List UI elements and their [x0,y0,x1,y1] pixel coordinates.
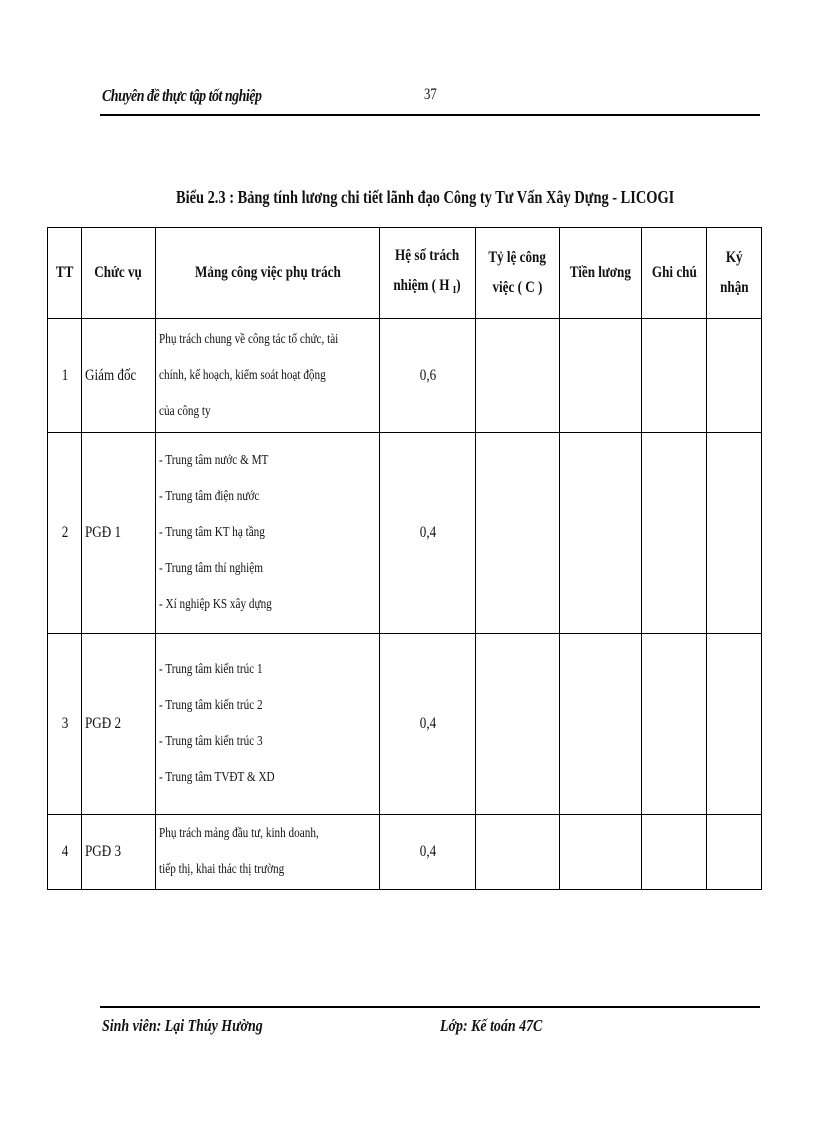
cell-work: - Trung tâm nước & MT - Trung tâm điện nước - Trung tâm KT hạ tầng - Trung tâm thí nghiệm - Xí nghiệp KS xây dựng [156,433,380,634]
cell-tt: 4 [48,815,82,890]
cell-ratio [476,319,560,433]
table-row [48,815,762,890]
cell-coefficient: 0,4 [380,815,476,890]
header-rule [100,114,760,116]
cell-coefficient: 0,4 [380,634,476,815]
table-header-row [48,228,762,319]
cell-position: PGĐ 3 [82,815,156,890]
header-work: Mảng công việc phụ trách [156,228,380,319]
cell-tt: 1 [48,319,82,433]
cell-sign [707,433,762,634]
footer-student: Sinh viên: Lại Thúy Hường [102,1016,263,1035]
header-note: Ghi chú [642,228,707,319]
cell-ratio [476,634,560,815]
cell-tt: 3 [48,634,82,815]
table-row [48,433,762,634]
header-ratio: Tỷ lệ công việc ( C ) [476,228,560,319]
document-title: Chuyên đề thực tập tốt nghiệp [102,86,262,105]
footer-class: Lớp: Kế toán 47C [440,1016,543,1035]
cell-sign [707,634,762,815]
cell-position: PGĐ 1 [82,433,156,634]
cell-work: - Trung tâm kiến trúc 1 - Trung tâm kiến trúc 2 - Trung tâm kiến trúc 3 - Trung tâm TVĐT & XD [156,634,380,815]
cell-note [642,433,707,634]
salary-table [47,227,762,890]
cell-salary [560,634,642,815]
cell-sign [707,815,762,890]
page-number: 37 [424,86,437,103]
cell-coefficient: 0,4 [380,433,476,634]
cell-salary [560,815,642,890]
table-caption: Biểu 2.3 : Bảng tính lương chi tiết lãnh đạo Công ty Tư Vấn Xây Dựng - LICOGI [176,187,675,207]
cell-position: Giám đốc [82,319,156,433]
footer-rule [100,1006,760,1008]
cell-coefficient: 0,6 [380,319,476,433]
cell-position: PGĐ 2 [82,634,156,815]
table-row [48,319,762,433]
cell-note [642,815,707,890]
cell-note [642,634,707,815]
cell-work: Phụ trách mảng đầu tư, kinh doanh, tiếp thị, khai thác thị trường [156,815,380,890]
table-row [48,634,762,815]
cell-salary [560,433,642,634]
cell-sign [707,319,762,433]
page-header [102,86,760,116]
header-sign: Ký nhận [707,228,762,319]
cell-work: Phụ trách chung về công tác tổ chức, tài chính, kế hoạch, kiểm soát hoạt động của công ty [156,319,380,433]
cell-salary [560,319,642,433]
cell-note [642,319,707,433]
header-coefficient: Hệ số trách nhiệm ( H $_I$) [380,228,476,319]
header-position: Chức vụ [82,228,156,319]
cell-ratio [476,433,560,634]
header-tt: TT [48,228,82,319]
header-salary: Tiền lương [560,228,642,319]
cell-tt: 2 [48,433,82,634]
cell-ratio [476,815,560,890]
